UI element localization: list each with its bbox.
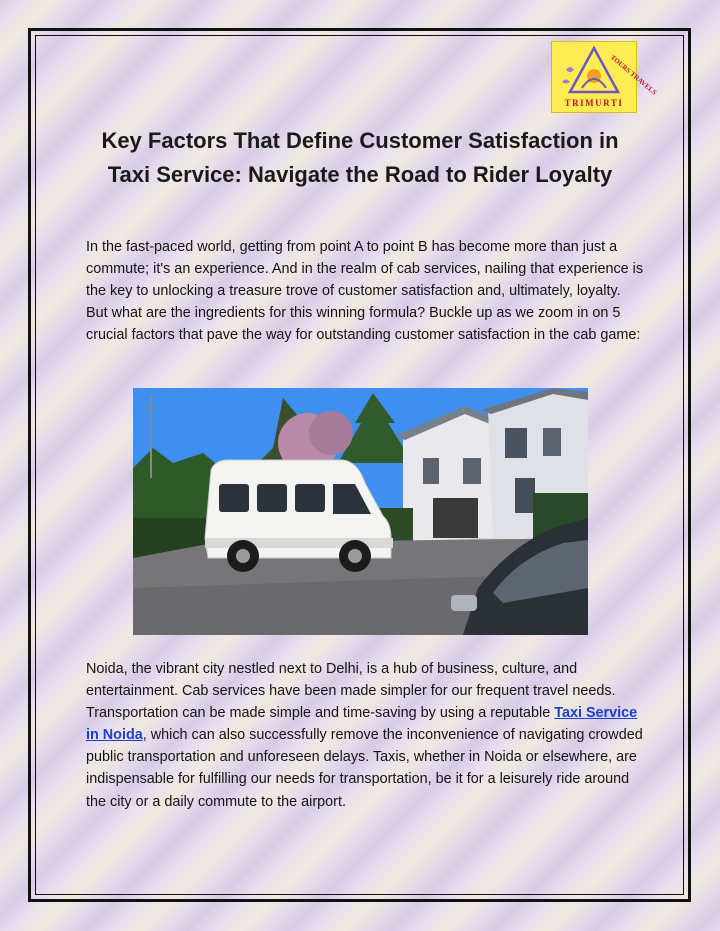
logo-arc-text: TOURS TRAVELS (608, 53, 659, 97)
tempo-traveller-van-photo (133, 388, 588, 635)
body-paragraph (86, 658, 646, 813)
body-text-after-link: , which can also successfully remove the inconvenience of navigating crowded public transportation and unforeseen delays. Taxis, whether in Noida or elsewhere, are indispensable for fulfilling our needs for transportation, be it for a leisurely ride around the city or a daily commute to the airport. (86, 727, 643, 810)
logo-brand-text: TRIMURTI (564, 98, 624, 108)
article-title: Key Factors That Define Customer Satisfaction in Taxi Service: Navigate the Road to Rider Loyalty (101, 128, 619, 187)
intro-paragraph: In the fast-paced world, getting from point A to point B has become more than just a commute; it's an experience. And in the realm of cab services, nailing that experience is the key to unlocking a treasure trove of customer satisfaction and, ultimately, loyalty. But what are the ingredients for this winning formula? Buckle up as we zoom in on 5 crucial factors that pave the way for outstanding customer satisfaction in the cab game: (86, 239, 644, 344)
travel-triangle-emblem-icon (552, 42, 659, 112)
trimurti-logo (551, 41, 659, 113)
body-text-before-link: Noida, the vibrant city nestled next to Delhi, is a hub of business, culture, and entertainment. Cab services have been made simpler for our frequent travel needs. Transportation can be made simple and time-saving by using a reputable (86, 661, 616, 722)
taxi-service-noida-link[interactable]: Taxi Service in Noida (86, 705, 638, 744)
